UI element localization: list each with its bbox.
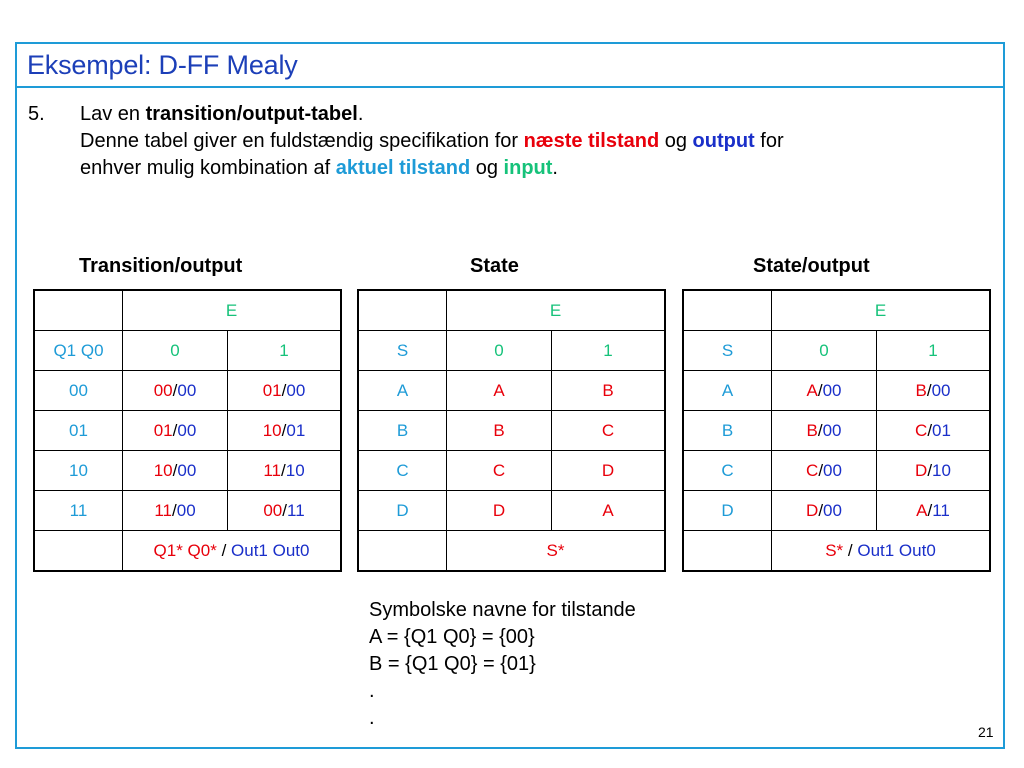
table-row	[683, 411, 990, 451]
separator: /	[281, 460, 286, 480]
transition-cell	[228, 411, 342, 451]
state-cell: 10	[34, 451, 123, 491]
body-line-3	[80, 155, 784, 182]
transition-cell	[877, 411, 991, 451]
input-label: E	[447, 290, 666, 331]
next-state-value: D	[552, 451, 666, 491]
next-state-value: A	[806, 380, 818, 400]
state-cell: D	[358, 491, 447, 531]
transition-output-table	[33, 289, 342, 572]
table-row	[358, 451, 665, 491]
separator: /	[172, 500, 177, 520]
table-footer	[772, 531, 991, 572]
next-state-value: 11	[263, 460, 281, 480]
table-footer	[123, 531, 342, 572]
output-value: 11	[932, 500, 950, 520]
output-value: 11	[287, 500, 305, 520]
next-state-value: 00	[263, 500, 283, 520]
state-cell: 11	[34, 491, 123, 531]
footer-next-state: Q1* Q0*	[153, 540, 217, 560]
output-value: 00	[177, 420, 197, 440]
line3-prefix: enhver mulig kombination af	[80, 157, 336, 179]
separator: /	[818, 500, 824, 520]
table-footer: S*	[447, 531, 666, 572]
item-lines	[80, 101, 784, 182]
transition-cell	[228, 451, 342, 491]
footer-next-state: S*	[825, 540, 844, 560]
table-row	[34, 451, 341, 491]
table-row	[34, 331, 341, 371]
footer-output: Out1 Out0	[231, 540, 310, 560]
next-state-value: A	[552, 491, 666, 531]
next-state-value: D	[447, 491, 552, 531]
separator: /	[817, 380, 823, 400]
table-row	[683, 331, 990, 371]
state-output-table	[682, 289, 991, 572]
transition-cell	[772, 491, 877, 531]
output-value: 00	[823, 500, 842, 520]
table-row	[34, 371, 341, 411]
state-cell: B	[683, 411, 772, 451]
separator: /	[817, 420, 823, 440]
next-state-value: 01	[153, 420, 173, 440]
notes-line: .	[369, 680, 375, 702]
next-state-value: 10	[153, 460, 173, 480]
line3-mid: og	[470, 157, 504, 179]
state-cell: C	[358, 451, 447, 491]
transition-cell	[228, 371, 342, 411]
table-row	[358, 290, 665, 331]
transition-cell	[123, 371, 228, 411]
transition-cell	[772, 411, 877, 451]
state-cell: 01	[34, 411, 123, 451]
line2-mid: og	[659, 130, 693, 152]
separator: /	[281, 420, 287, 440]
table-row	[358, 411, 665, 451]
item-number: 5.	[28, 103, 45, 125]
next-state-value: C	[915, 420, 928, 440]
input-0-label: 0	[772, 331, 877, 371]
table-row	[358, 531, 665, 572]
transition-cell	[772, 371, 877, 411]
output-value: 00	[823, 460, 842, 480]
table-row	[358, 491, 665, 531]
next-state-value: B	[806, 420, 818, 440]
next-state-value: C	[552, 411, 666, 451]
state-column-label: S	[358, 331, 447, 371]
output-value: 01	[932, 420, 951, 440]
separator: /	[172, 460, 178, 480]
line1-bold: transition/output-tabel	[145, 103, 358, 125]
next-state-term: næste tilstand	[523, 130, 660, 152]
table-row	[34, 531, 341, 572]
transition-cell	[228, 491, 342, 531]
input-1-label: 1	[552, 331, 666, 371]
output-value: 00	[177, 380, 197, 400]
output-value: 00	[822, 420, 842, 440]
separator: /	[927, 500, 933, 520]
table-cell	[358, 290, 447, 331]
separator: /	[282, 500, 287, 520]
input-1-label: 1	[228, 331, 342, 371]
input-1-label: 1	[877, 331, 991, 371]
transition-cell	[877, 371, 991, 411]
table-row	[683, 371, 990, 411]
table-row	[358, 331, 665, 371]
input-0-label: 0	[447, 331, 552, 371]
notes-line: A = {Q1 Q0} = {00}	[369, 626, 535, 648]
next-state-value: A	[916, 500, 928, 520]
separator: /	[926, 380, 932, 400]
current-state-term: aktuel tilstand	[335, 157, 471, 179]
output-value: 10	[932, 460, 951, 480]
transition-cell	[123, 411, 228, 451]
input-label: E	[772, 290, 991, 331]
next-state-value: B	[552, 371, 666, 411]
notes-line: B = {Q1 Q0} = {01}	[369, 653, 536, 675]
footer-separator: /	[843, 540, 858, 560]
table-row	[683, 290, 990, 331]
input-label: E	[123, 290, 342, 331]
input-0-label: 0	[123, 331, 228, 371]
table-cell	[34, 531, 123, 572]
line1-prefix: Lav en	[80, 103, 146, 125]
state-cell: C	[683, 451, 772, 491]
separator: /	[927, 420, 933, 440]
separator: /	[281, 380, 287, 400]
line2-suffix: for	[754, 130, 784, 152]
separator: /	[172, 420, 178, 440]
separator: /	[927, 460, 933, 480]
state-column-label: Q1 Q0	[34, 331, 123, 371]
next-state-value: 10	[262, 420, 282, 440]
output-value: 00	[176, 500, 196, 520]
next-state-value: C	[447, 451, 552, 491]
output-value: 00	[177, 460, 197, 480]
body-line-2	[80, 128, 784, 155]
input-term: input	[503, 157, 553, 179]
state-table	[357, 289, 666, 572]
slide-title: Eksempel: D-FF Mealy	[27, 50, 298, 80]
table-row	[683, 491, 990, 531]
state-table-heading: State	[470, 255, 519, 277]
state-output-table-heading: State/output	[753, 255, 870, 277]
table-row	[34, 411, 341, 451]
output-value: 00	[931, 380, 951, 400]
notes-line: Symbolske navne for tilstande	[369, 599, 636, 621]
transition-cell	[123, 491, 228, 531]
table-row	[34, 491, 341, 531]
page-number: 21	[978, 724, 994, 740]
next-state-value: 00	[153, 380, 173, 400]
line3-suffix: .	[552, 157, 558, 179]
table-cell	[34, 290, 123, 331]
output-value: 00	[286, 380, 306, 400]
state-cell: 00	[34, 371, 123, 411]
output-value: 10	[285, 460, 305, 480]
table-cell	[358, 531, 447, 572]
next-state-value: C	[806, 460, 819, 480]
transition-cell	[123, 451, 228, 491]
separator: /	[818, 460, 824, 480]
symbolic-names-notes	[369, 597, 636, 732]
separator: /	[172, 380, 178, 400]
next-state-value: D	[806, 500, 819, 520]
table-row	[34, 290, 341, 331]
line1-suffix: .	[357, 103, 364, 125]
transition-table-heading: Transition/output	[79, 255, 243, 277]
transition-cell	[877, 491, 991, 531]
state-cell: D	[683, 491, 772, 531]
body-line-1	[80, 101, 784, 128]
output-term: output	[692, 130, 755, 152]
output-value: 01	[286, 420, 306, 440]
next-state-value: B	[915, 380, 927, 400]
line2-prefix: Denne tabel giver en fuldstændig specifikation for	[80, 130, 524, 152]
state-cell: A	[358, 371, 447, 411]
output-value: 00	[822, 380, 842, 400]
footer-separator: /	[216, 540, 232, 560]
table-row	[683, 531, 990, 572]
next-state-value: A	[447, 371, 552, 411]
state-cell: B	[358, 411, 447, 451]
transition-cell	[877, 451, 991, 491]
table-row	[358, 371, 665, 411]
next-state-value: 11	[154, 500, 172, 520]
notes-line: .	[369, 707, 375, 729]
table-cell	[683, 531, 772, 572]
next-state-value: D	[915, 460, 928, 480]
table-row	[683, 451, 990, 491]
state-column-label: S	[683, 331, 772, 371]
next-state-value: 01	[262, 380, 282, 400]
table-cell	[683, 290, 772, 331]
transition-cell	[772, 451, 877, 491]
footer-output: Out1 Out0	[857, 540, 936, 560]
next-state-value: B	[447, 411, 552, 451]
state-cell: A	[683, 371, 772, 411]
